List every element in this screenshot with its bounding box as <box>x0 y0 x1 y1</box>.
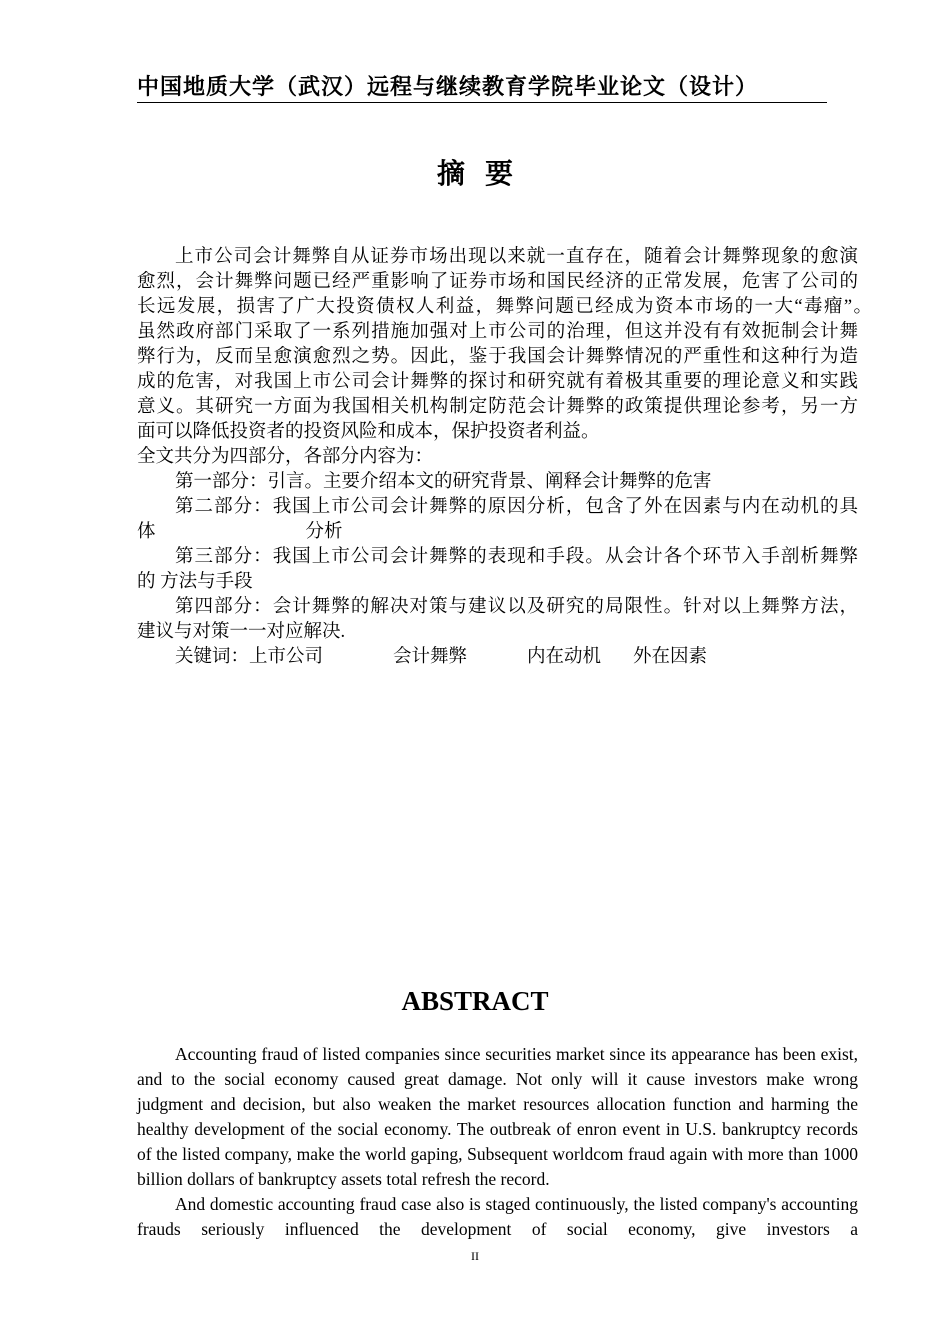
keywords-line <box>137 645 858 670</box>
keyword: 内在动机 <box>527 647 602 667</box>
abstract-en-title: ABSTRACT <box>401 986 549 1016</box>
text-line: 愈烈，会计舞弊问题已经严重影响了证券市场和国民经济的正常发展，危害了公司的 <box>137 272 858 292</box>
abstract-cn-title: 摘要 <box>436 159 533 190</box>
keywords-label: 关键词： <box>175 647 250 667</box>
text-line: 面可以降低投资者的投资风险和成本，保护投资者利益。 <box>137 422 600 442</box>
keyword: 外在因素 <box>633 647 708 667</box>
text-line: 意义。其研究一方面为我国相关机构制定防范会计舞弊的政策提供理论参考，另一方 <box>137 397 858 417</box>
text-line: 第四部分：会计舞弊的解决对策与建议以及研究的局限性。针对以上舞弊方法， <box>175 597 858 617</box>
keyword: 会计舞弊 <box>393 647 468 667</box>
text-line: 上市公司会计舞弊自从证券市场出现以来就一直存在，随着会计舞弊现象的愈演 <box>175 247 858 267</box>
abstract-cn-body <box>137 245 872 670</box>
text-line: 弊行为，反而呈愈演愈烈之势。因此，鉴于我国会计舞弊情况的严重性和这种行为造 <box>137 347 858 367</box>
text-line: 长远发展，损害了广大投资债权人利益，舞弊问题已经成为资本市场的一大“毒瘤”。 <box>137 297 872 317</box>
keyword: 上市公司 <box>249 647 324 667</box>
page-number: II <box>471 1249 479 1263</box>
text-fragment: 体 <box>137 522 156 542</box>
text-fragment: 分析 <box>305 522 343 542</box>
text-line: 第二部分：我国上市公司会计舞弊的原因分析，包含了外在因素与内在动机的具 <box>175 497 858 517</box>
text-line: 全文共分为四部分，各部分内容为： <box>137 447 434 467</box>
paragraph: Accounting fraud of listed companies since securities market since its appearance has been exist, and to the social economy caused great damage. Not only will it cause investors make wrong judgment and decision, but also weaken the market resources allocation function and harming the healthy development of the social economy. The outbreak of enron event in U.S. bankruptcy records of the listed company, make the world gaping, Subsequent worldcom fraud again with more than 1000 billion dollars of bankruptcy assets total refresh the record. <box>137 1044 858 1189</box>
abstract-en-body <box>137 1042 858 1242</box>
text-line: 虽然政府部门采取了一系列措施加强对上市公司的治理，但这并没有有效扼制会计舞 <box>137 322 858 342</box>
text-line: 成的危害，对我国上市公司会计舞弊的探讨和研究就有着极其重要的理论意义和实践 <box>137 372 858 392</box>
text-line <box>137 520 858 545</box>
paragraph: And domestic accounting fraud case also is staged continuously, the listed company's accounting frauds seriously influenced the development of social economy, give investors a <box>137 1194 858 1239</box>
text-line: 的 方法与手段 <box>137 572 253 592</box>
text-line: 建议与对策一一对应解决. <box>137 622 346 642</box>
text-line: 第三部分：我国上市公司会计舞弊的表现和手段。从会计各个环节入手剖析舞弊 <box>175 547 858 567</box>
text-line: 第一部分：引言。主要介绍本文的研究背景、阐释会计舞弊的危害 <box>175 472 712 492</box>
document-header: 中国地质大学（武汉）远程与继续教育学院毕业论文（设计） <box>137 72 827 103</box>
